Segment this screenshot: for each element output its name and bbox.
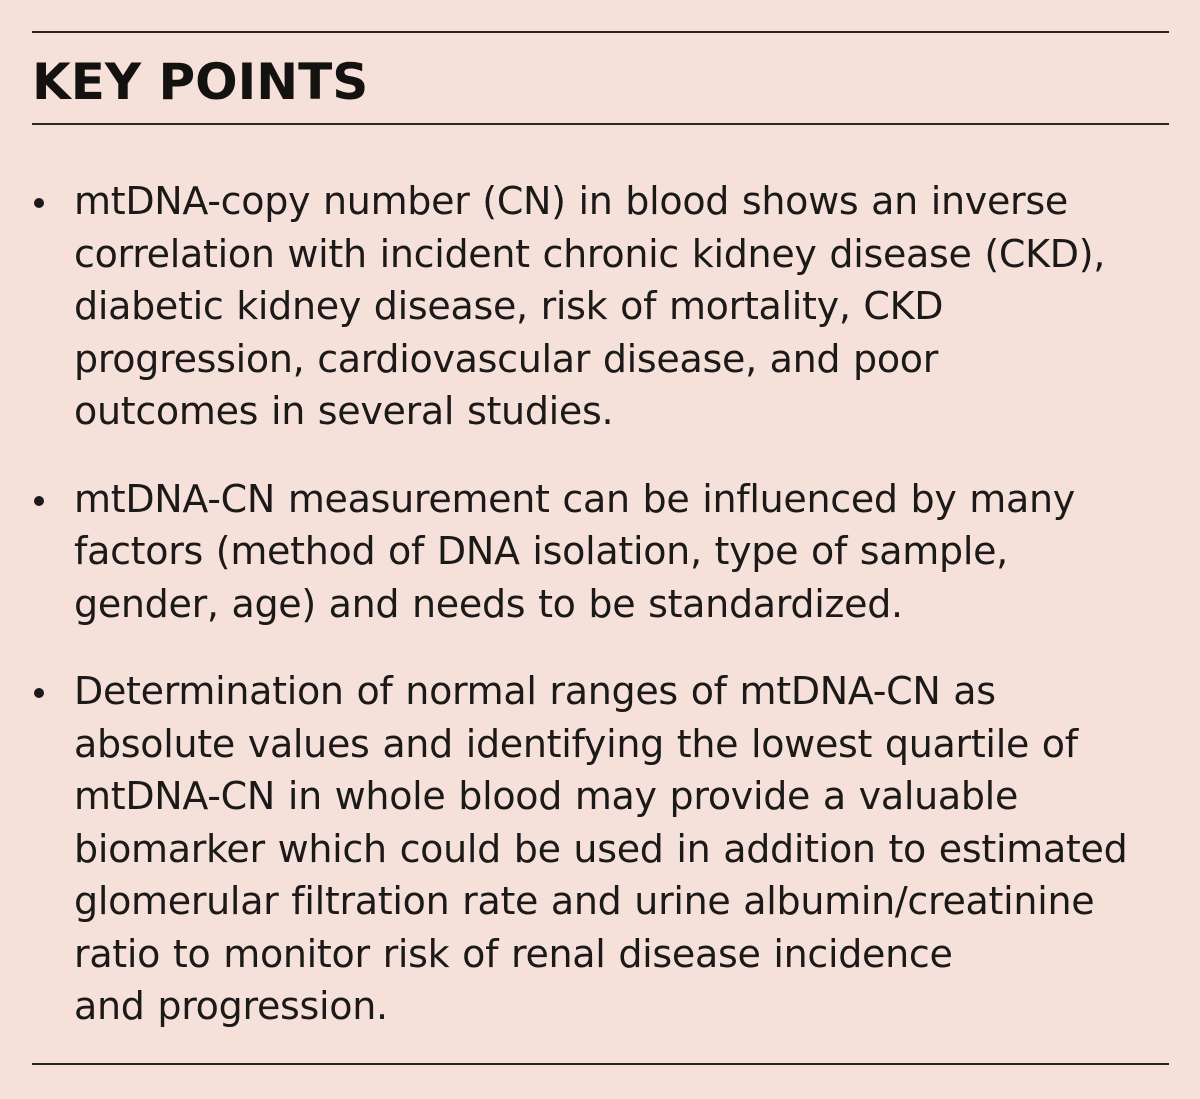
- point-line: factors (method of DNA isolation, type of sample,: [74, 529, 1008, 573]
- key-point-2: [32, 473, 1172, 631]
- bullet-icon: [34, 496, 44, 506]
- point-line: ratio to monitor risk of renal disease incidence: [74, 931, 953, 976]
- point-line: mtDNA-CN measurement can be influenced by many: [74, 476, 1075, 521]
- key-points-heading: KEY POINTS: [32, 53, 369, 111]
- point-line: progression, cardiovascular disease, and poor: [74, 336, 939, 381]
- point-line: gender, age) and needs to be standardized.: [74, 581, 903, 626]
- point-line: biomarker which could be used in addition to estimated: [74, 826, 1128, 871]
- top-rule: [32, 31, 1169, 33]
- heading-rule: [32, 123, 1169, 125]
- point-line: mtDNA-CN in whole blood may provide a valuable: [74, 774, 1019, 818]
- point-line: absolute values and identifying the lowest quartile of: [74, 721, 1078, 766]
- point-line: mtDNA-copy number (CN) in blood shows an inverse: [74, 179, 1068, 223]
- point-line: and progression.: [74, 984, 388, 1028]
- bullet-icon: [34, 198, 44, 208]
- key-points-list: [32, 175, 1172, 1033]
- point-line: outcomes in several studies.: [74, 389, 614, 433]
- point-line: diabetic kidney disease, risk of mortality, CKD: [74, 284, 944, 328]
- bottom-rule: [32, 1063, 1169, 1065]
- point-line: correlation with incident chronic kidney disease (CKD),: [74, 231, 1106, 276]
- point-line: Determination of normal ranges of mtDNA-CN as: [74, 669, 996, 713]
- key-point-3: [32, 665, 1172, 1033]
- key-point-1: [32, 175, 1172, 438]
- bullet-icon: [34, 688, 44, 698]
- point-line: glomerular filtration rate and urine albumin/creatinine: [74, 879, 1095, 923]
